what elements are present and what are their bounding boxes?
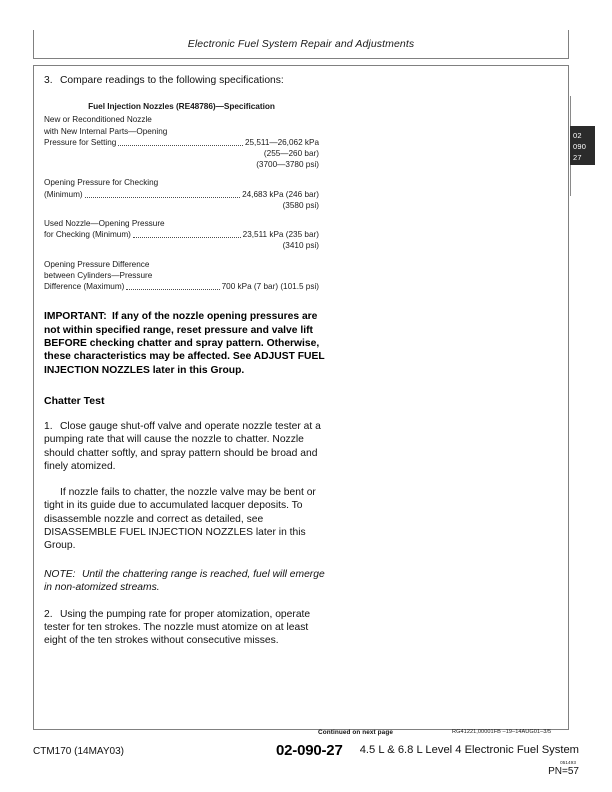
step-2-text: Using the pumping rate for proper atomization, operate tester for ten strokes. The nozzle must atomize on at least eight of the ten strokes without consecutive misses. (44, 608, 311, 646)
specification-title: Fuel Injection Nozzles (RE48786)—Specification (88, 101, 275, 112)
spec-plain-line: Used Nozzle—Opening Pressure (44, 219, 165, 229)
footer-title: 4.5 L & 6.8 L Level 4 Electronic Fuel System (359, 744, 579, 756)
spec-plain-line: with New Internal Parts—Opening (44, 126, 168, 136)
spec-value: 23,511 kPa (235 bar) (242, 230, 319, 240)
step-3-number: 3. (44, 75, 53, 86)
footer-pn: PN=57 (548, 766, 579, 777)
margin-tab-group: 090 (573, 142, 587, 151)
spec-subvalue: (255—260 bar) (263, 149, 319, 159)
step-1 (44, 420, 329, 473)
important-notice (44, 310, 329, 377)
specification-block (44, 101, 319, 292)
spec-plain-line: Opening Pressure for Checking (44, 178, 159, 188)
spec-value: 700 kPa (7 bar) (101.5 psi) (221, 282, 319, 292)
spec-plain-line: Opening Pressure Difference (44, 259, 150, 269)
spec-subvalue: (3410 psi) (282, 241, 319, 251)
step-3 (44, 74, 329, 87)
spec-plain-line: New or Reconditioned Nozzle (44, 115, 152, 125)
step-2-number: 2. (44, 608, 53, 620)
spec-entry (44, 259, 319, 293)
note-text: Until the chattering range is reached, fuel will emerge in non-atomized streams. (44, 569, 325, 594)
spec-label: (Minimum) (44, 189, 83, 199)
footer-manual-id: CTM170 (14MAY03) (33, 746, 124, 757)
section-heading-chatter-test: Chatter Test (44, 395, 105, 408)
spec-value: 25,511—26,062 kPa (244, 137, 319, 147)
footer-page-code: 02-090-27 (276, 742, 343, 759)
spacer (44, 473, 329, 486)
step-1-number: 1. (44, 421, 53, 433)
step-1-paragraph-2: If nozzle fails to chatter, the nozzle valve may be bent or tight in its guide due to accumulated lacquer deposits. To disassemble nozzle and correct as detailed, see DISASSEMBLE FUEL INJECTION NOZZLES later in this Group. (44, 487, 316, 551)
step-3-text: Compare readings to the following specifications: (60, 75, 284, 86)
margin-tab-page: 27 (573, 153, 582, 162)
spec-plain-line: between Cylinders—Pressure (44, 270, 153, 280)
spec-leader-row (44, 281, 319, 292)
spec-entry (44, 218, 319, 252)
important-text: If any of the nozzle opening pressures are not within specified range, reset pressure and valve lift BEFORE checking chatter and spray pattern. Otherwise, these characteristics may be affected. See ADJUST FUEL INJECTION NOZZLES later in this Group. (44, 311, 325, 376)
spec-entry (44, 177, 319, 211)
spec-dot-leader (133, 236, 241, 238)
page-header-title: Electronic Fuel System Repair and Adjustments (187, 38, 415, 50)
document-id-line: RG41221,00001FB –19–14AUG01–3/5 (452, 729, 552, 735)
spacer (44, 595, 329, 608)
footer-revision-code: 051493 (560, 760, 576, 765)
spec-subvalue: (3700—3780 psi) (256, 160, 319, 170)
spec-value: 24,683 kPa (246 bar) (242, 189, 319, 199)
spec-subvalue: (3580 psi) (282, 200, 319, 210)
spec-label: for Checking (Minimum) (44, 230, 131, 240)
content-column (44, 74, 329, 647)
spacer (44, 407, 329, 420)
spec-leader-row (44, 189, 319, 200)
continued-on-next-page: Continued on next page (318, 729, 393, 736)
step-2 (44, 608, 329, 648)
margin-tab-section: 02 (573, 131, 582, 140)
spec-entry (44, 114, 319, 170)
spec-leader-row (44, 137, 319, 148)
step-1-continued (44, 486, 329, 552)
important-keyword: IMPORTANT: (44, 311, 107, 323)
spec-dot-leader (118, 144, 243, 146)
spec-leader-row (44, 229, 319, 240)
step-1-paragraph-1: Close gauge shut-off valve and operate nozzle tester at a pumping rate that will cause the nozzle to chatter. Nozzle should chatter softly, and spray pattern should be broad and finely atomized. (44, 421, 321, 472)
spec-label: Difference (Maximum) (44, 282, 125, 292)
spec-label: Pressure for Setting (44, 137, 117, 147)
spec-dot-leader (126, 288, 219, 290)
note-block (44, 568, 329, 594)
note-keyword: NOTE: (44, 569, 76, 581)
margin-index-tab (570, 126, 595, 165)
spec-dot-leader (85, 196, 240, 198)
page-header-box (33, 30, 569, 59)
